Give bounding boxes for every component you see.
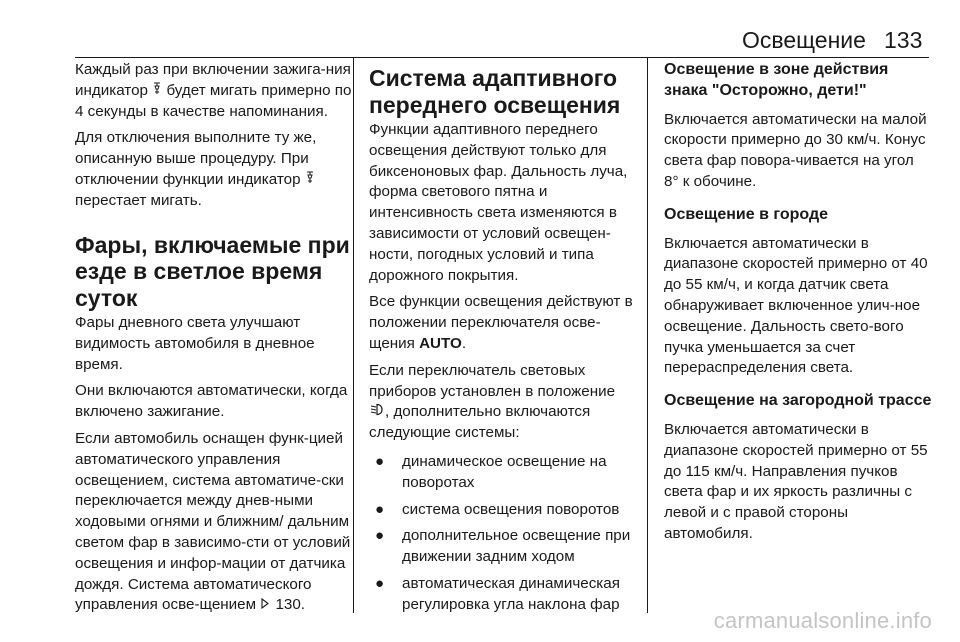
header-divider (75, 57, 929, 58)
paragraph: Все функции освещения действуют в положении переключателя осве‐щения AUTO. (369, 293, 633, 352)
column-divider-1 (353, 58, 354, 613)
paragraph: Если автомобиль оснащен функ‐цией автоматического управления освещением, система автоматиче‐ски переключается между днев‐ными ходовыми огнями и ближним/ дальним светом фар в зависимо‐сти от условий освещения и инфор‐мации от датчика дождя. Система автоматического управления осве‐щением 130. (75, 429, 353, 616)
paragraph: Фары дневного света улучшают видимость автомобиля в дневное время. (75, 314, 315, 373)
systems-list (369, 452, 635, 616)
watermark: carmanualsonline.info (713, 608, 932, 633)
indicator-lamp-icon (152, 81, 162, 102)
section-heading: Фары, включаемые при езде в светлое время суток (75, 231, 350, 311)
list-item: ● автоматическая динамическая регулировка угла наклона фар (375, 574, 620, 613)
page-reference-arrow-icon[interactable] (260, 595, 271, 616)
paragraph: Каждый раз при включении зажига‐ния индикатор будет мигать примерно по 4 секунды в качестве напоминания. (75, 61, 352, 120)
column-3 (664, 60, 932, 545)
subsection-heading: Освещение в городе (664, 205, 829, 223)
paragraph: Включается автоматически в диапазоне скоростей примерно от 40 до 55 км/ч, и когда датчик света обнаруживает включенное улич‐ное освещение. Дальность свето‐вого пучка уменьшается за счет перераспределения света. (664, 234, 928, 377)
paragraph: Они включаются автоматически, когда включено зажигание. (75, 382, 348, 421)
paragraph: Функции адаптивного переднего освещения действуют только для биксеноновых фар. Дальность луча, форма светового пятна и интенсивность света изменяются в зависимости от условий освещен‐ности, погодных условий и типа дорожного покрытия. (369, 121, 628, 284)
list-item: ● дополнительное освещение при движении задним ходом (375, 527, 631, 566)
subsection-heading: Освещение в зоне действия знака "Осторожно, дети!" (664, 61, 889, 99)
column-1 (75, 60, 353, 616)
switch-position-auto: AUTO (419, 334, 462, 352)
bullet-icon: ● (375, 574, 385, 592)
list-item: ● система освещения поворотов (369, 500, 635, 521)
subsection-heading: Освещение на загородной трассе (664, 392, 932, 410)
bullet-icon: ● (375, 527, 385, 545)
low-beam-icon (369, 402, 385, 423)
paragraph: Если переключатель световых приборов установлен в положение , дополнительно включаются следующие системы: (369, 361, 616, 442)
page-number: 133 (884, 27, 923, 53)
indicator-lamp-icon (305, 170, 315, 191)
section-heading: Система адаптивного переднего освещения (369, 65, 621, 118)
column-2 (369, 60, 635, 616)
paragraph: Включается автоматически на малой скорости примерно до 30 км/ч. Конус света фар повора‐чивается на угол 8° к обочине. (664, 110, 927, 190)
column-divider-2 (647, 58, 648, 613)
paragraph: Включается автоматически в диапазоне скоростей примерно от 55 до 115 км/ч. Направления пучков света фар и их яркость различны с левой и с правой стороны автомобиля. (664, 420, 928, 542)
section-title: Освещение (742, 27, 866, 53)
list-item: ● динамическое освещение на поворотах (375, 452, 607, 491)
bullet-icon: ● (375, 452, 385, 470)
bullet-icon: ● (375, 500, 385, 518)
paragraph: Для отключения выполните ту же, описанную выше процедуру. При отключении функции индикатор перестает мигать. (75, 129, 317, 209)
